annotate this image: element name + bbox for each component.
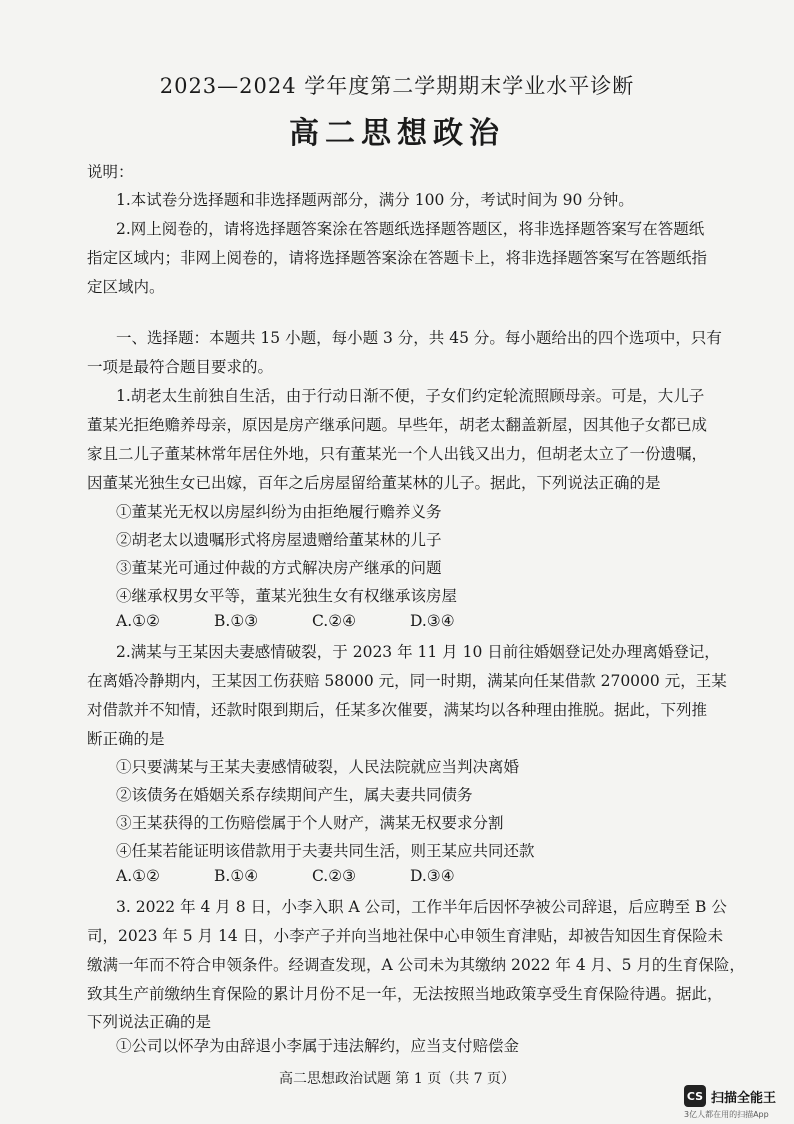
exam-header-title: 2023—2024 学年度第二学期期末学业水平诊断 — [159, 74, 635, 98]
q3-statement-1: ①公司以怀孕为由辞退小李属于违法解约，应当支付赔偿金 — [116, 1037, 520, 1055]
q3-stem-line-2: 司，2023 年 5 月 14 日，小李产子并向当地社保中心申领生育津贴，却被告知因生育保险未 — [87, 927, 724, 945]
q1-stem-line-3: 家且二儿子董某林常年居住外地，只有董某光一个人出钱又出力，但胡老太立了一份遗嘱， — [87, 445, 708, 463]
q3-stem-line-4: 致其生产前缴纳生育保险的累计月份不足一年，无法按照当地政策享受生育保险待遇。据此， — [87, 985, 723, 1003]
section-1-heading: 一、选择题：本题共 15 小题，每小题 3 分，共 45 分。每小题给出的四个选项中，只有 — [116, 329, 722, 347]
watermark-tagline: 3亿人都在用的扫描App — [684, 1110, 769, 1119]
scanner-watermark — [684, 1085, 776, 1107]
q1-statement-4: ④继承权男女平等，董某光独生女有权继承该房屋 — [116, 587, 458, 605]
q2-option-b: B.①④ — [214, 867, 259, 885]
q3-stem-line-3: 缴满一年而不符合申领条件。经调查发现，A 公司未为其缴纳 2022 年 4 月、5 月的生育保险， — [87, 956, 745, 974]
q2-stem-line-2: 在离婚冷静期内，王某因工伤获赔 58000 元，同一时期，满某向任某借款 270000 元，王某 — [87, 672, 727, 690]
q3-stem-line-5: 下列说法正确的是 — [87, 1013, 212, 1031]
camscanner-logo-icon: CS — [684, 1085, 706, 1107]
q3-stem-line-1: 3. 2022 年 4 月 8 日，小李入职 A 公司，工作半年后因怀孕被公司辞退，后应聘至 B 公 — [116, 898, 727, 916]
instructions-label: 说明： — [87, 163, 134, 181]
q1-option-c: C.②④ — [312, 612, 357, 630]
q2-statement-2: ②该债务在婚姻关系存续期间产生，属夫妻共同债务 — [116, 786, 473, 804]
q2-option-a: A.①② — [116, 867, 160, 885]
q2-option-d: D.③④ — [410, 867, 455, 885]
q1-stem-line-1: 1.胡老太生前独自生活，由于行动日渐不便，子女们约定轮流照顾母亲。可是，大儿子 — [116, 387, 705, 405]
q2-stem-line-3: 对借款并不知情，还款时限到期后，任某多次催要，满某均以各种理由推脱。据此，下列推 — [87, 701, 708, 719]
watermark-app-name: 扫描全能王 — [711, 1090, 777, 1106]
q2-statement-1: ①只要满某与王某夫妻感情破裂，人民法院就应当判决离婚 — [116, 758, 520, 776]
q2-statement-3: ③王某获得的工伤赔偿属于个人财产，满某无权要求分割 — [116, 814, 504, 832]
q1-stem-line-2: 董某光拒绝赡养母亲，原因是房产继承问题。早些年，胡老太翻盖新屋，因其他子女都已成 — [87, 416, 708, 434]
q2-option-c: C.②③ — [312, 867, 357, 885]
q1-option-d: D.③④ — [410, 612, 455, 630]
instruction-2-line-1: 2.网上阅卷的，请将选择题答案涂在答题纸选择题答题区，将非选择题答案写在答题纸 — [116, 220, 705, 238]
subject-title: 高二思想政治 — [289, 116, 505, 151]
q2-options — [116, 867, 508, 885]
q1-statement-3: ③董某光可通过仲裁的方式解决房产继承的问题 — [116, 559, 442, 577]
q1-stem-line-4: 因董某光独生女已出嫁，百年之后房屋留给董某林的儿子。据此，下列说法正确的是 — [87, 474, 661, 492]
q1-option-b: B.①③ — [214, 612, 259, 630]
q2-stem-line-1: 2.满某与王某因夫妻感情破裂，于 2023 年 11 月 10 日前往婚姻登记处办理离婚登记， — [116, 643, 720, 661]
q1-statement-1: ①董某光无权以房屋纠纷为由拒绝履行赡养义务 — [116, 503, 442, 521]
instruction-2-line-3: 定区域内。 — [87, 278, 165, 296]
q1-options — [116, 612, 508, 630]
page-footer: 高二思想政治试题 第 1 页（共 7 页） — [278, 1071, 516, 1087]
instruction-1: 1.本试卷分选择题和非选择题两部分，满分 100 分，考试时间为 90 分钟。 — [116, 191, 634, 209]
q1-statement-2: ②胡老太以遗嘱形式将房屋遗赠给董某林的儿子 — [116, 531, 442, 549]
instruction-2-line-2: 指定区域内；非网上阅卷的，请将选择题答案涂在答题卡上，将非选择题答案写在答题纸指 — [87, 249, 708, 267]
q2-statement-4: ④任某若能证明该借款用于夫妻共同生活，则王某应共同还款 — [116, 842, 535, 860]
section-1-heading-cont: 一项是最符合题目要求的。 — [87, 358, 274, 376]
q1-option-a: A.①② — [116, 612, 160, 630]
q2-stem-line-4: 断正确的是 — [87, 730, 165, 748]
